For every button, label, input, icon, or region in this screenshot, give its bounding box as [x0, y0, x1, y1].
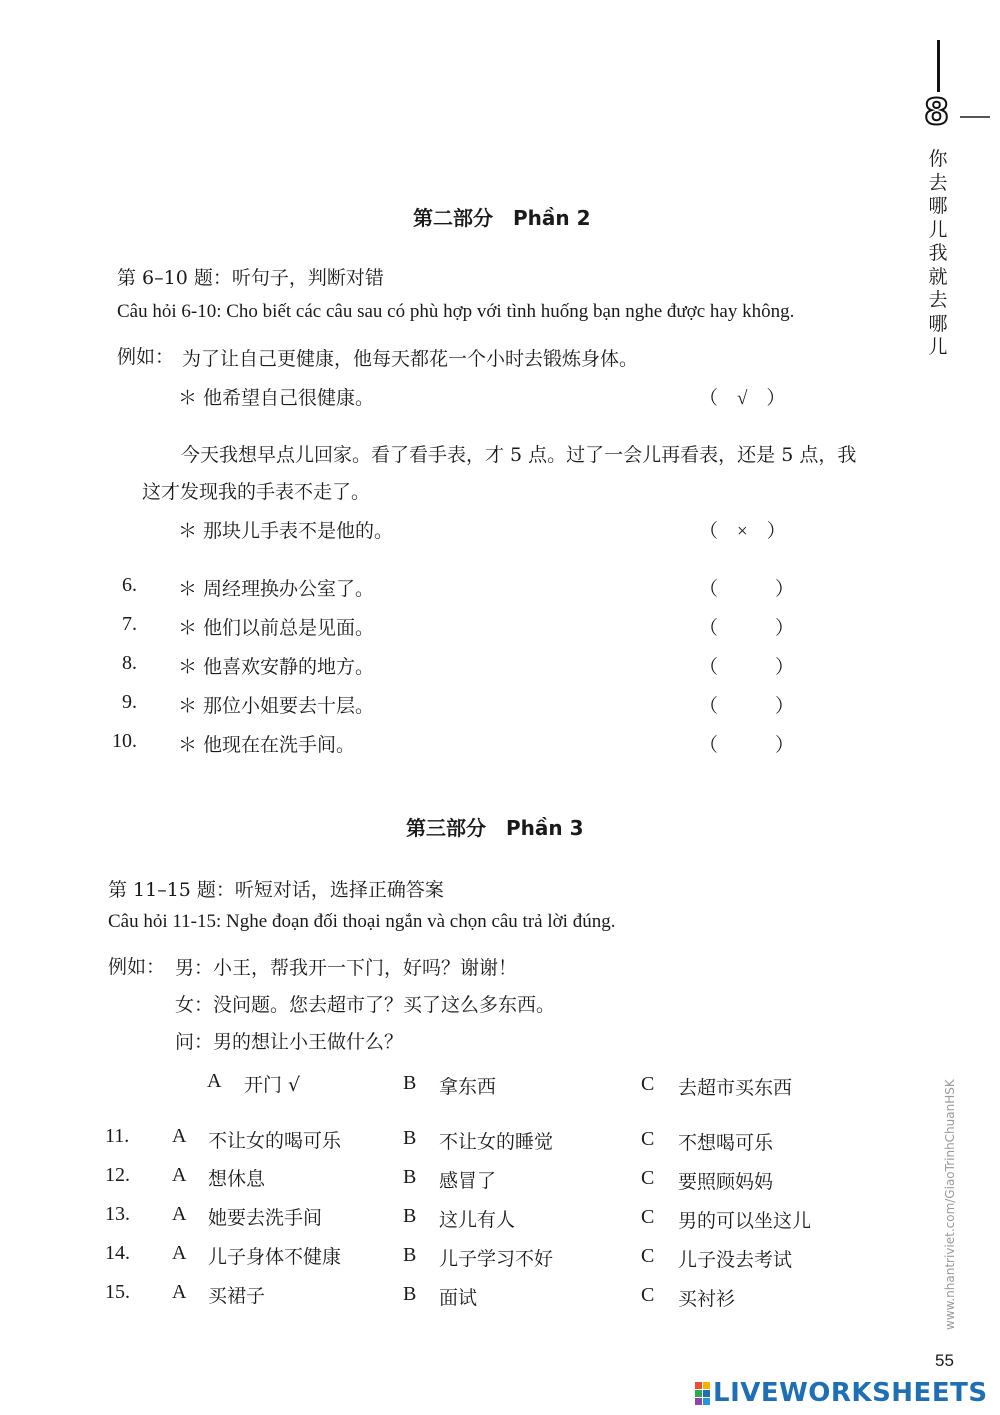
part2-heading: 第二部分 Phần 2: [413, 206, 591, 230]
answer-parentheses[interactable]: （ ）: [699, 696, 795, 717]
part3-instruction-vn: Câu hỏi 11-15: Nghe đoạn đối thoại ngắn và chọn câu trả lời đúng.: [108, 911, 616, 932]
option-letter[interactable]: A: [172, 1203, 187, 1225]
option-letter[interactable]: A: [172, 1242, 187, 1264]
answer-parentheses[interactable]: （ ）: [699, 657, 795, 678]
question-number: 13.: [105, 1203, 130, 1225]
part3-heading: 第三部分 Phần 3: [406, 816, 584, 840]
option-a-text[interactable]: 买裙子: [208, 1285, 266, 1307]
logo-text: LIVEWORKSHEETS: [713, 1378, 988, 1408]
question-number: 12.: [105, 1164, 130, 1186]
part2-example1-answer: （ √ ）: [699, 388, 786, 409]
answer-parentheses[interactable]: （ ）: [699, 579, 795, 600]
question-number: 6.: [122, 574, 137, 596]
option-letter[interactable]: C: [641, 1167, 655, 1189]
question-number: 8.: [122, 652, 137, 674]
option-letter: C: [641, 1073, 655, 1095]
answer-parentheses[interactable]: （ ）: [699, 618, 795, 639]
logo-block: [703, 1398, 710, 1405]
option-c-text[interactable]: 要照顾妈妈: [678, 1171, 774, 1193]
option-letter: B: [403, 1072, 417, 1094]
question-number: 7.: [122, 613, 137, 635]
part2-example2-statement: ＊ 那块儿手表不是他的。: [178, 520, 394, 542]
option-b-text[interactable]: 儿子学习不好: [439, 1248, 554, 1270]
option-a-text[interactable]: 想休息: [208, 1168, 266, 1190]
question-number: 15.: [105, 1281, 130, 1303]
option-letter[interactable]: A: [172, 1164, 187, 1186]
part3-example-label: 例如：: [108, 956, 166, 978]
part2-example2-answer: （ × ）: [699, 521, 786, 542]
part2-instruction-cn: 第 6–10 题：听句子，判断对错: [117, 267, 384, 289]
logo-mark-icon: [695, 1382, 709, 1404]
part3-instruction-cn: 第 11–15 题：听短对话，选择正确答案: [108, 879, 444, 901]
option-b-text[interactable]: 不让女的睡觉: [439, 1131, 554, 1153]
part2-example1-text: 为了让自己更健康，他每天都花一个小时去锻炼身体。: [182, 348, 639, 370]
logo-block: [703, 1390, 710, 1397]
watermark-url: www.nhantriviet.com/GiaoTrinhChuanHSK: [943, 1079, 957, 1330]
option-letter[interactable]: C: [641, 1128, 655, 1150]
logo-block: [703, 1382, 710, 1389]
question-statement: ＊ 他喜欢安静的地方。: [178, 656, 375, 678]
dialog-man: 男：小王，帮我开一下门，好吗？谢谢！: [175, 957, 518, 979]
question-number: 14.: [105, 1242, 130, 1264]
question-number: 10.: [112, 730, 137, 752]
chapter-bar: [937, 40, 940, 92]
part2-example2-line2: 这才发现我的手表不走了。: [142, 481, 371, 503]
question-statement: ＊ 他们以前总是见面。: [178, 617, 375, 639]
part2-example2-line1: 今天我想早点儿回家。看了看手表，才 5 点。过了一会儿再看表，还是 5 点，我: [181, 444, 857, 466]
option-letter[interactable]: C: [641, 1206, 655, 1228]
option-letter[interactable]: C: [641, 1284, 655, 1306]
chapter-dash: [960, 116, 990, 118]
option-c-text[interactable]: 儿子没去考试: [678, 1249, 793, 1271]
example-option-c: 去超市买东西: [678, 1077, 793, 1099]
page-number: 55: [935, 1351, 954, 1370]
option-c-text[interactable]: 不想喝可乐: [678, 1132, 774, 1154]
option-a-text[interactable]: 儿子身体不健康: [208, 1246, 342, 1268]
option-letter[interactable]: C: [641, 1245, 655, 1267]
option-a-text[interactable]: 不让女的喝可乐: [208, 1130, 342, 1152]
option-letter[interactable]: B: [403, 1244, 417, 1266]
option-a-text[interactable]: 她要去洗手间: [208, 1207, 323, 1229]
option-letter[interactable]: B: [403, 1166, 417, 1188]
part2-example-label: 例如：: [117, 346, 175, 368]
answer-parentheses[interactable]: （ ）: [699, 735, 795, 756]
example-option-b: 拿东西: [439, 1076, 497, 1098]
option-letter[interactable]: B: [403, 1127, 417, 1149]
liveworksheets-logo[interactable]: [695, 1378, 988, 1408]
logo-block: [695, 1382, 702, 1389]
option-letter[interactable]: A: [172, 1125, 187, 1147]
logo-block: [695, 1398, 702, 1405]
question-number: 9.: [122, 691, 137, 713]
dialog-question: 问：男的想让小王做什么？: [175, 1031, 404, 1053]
option-b-text[interactable]: 感冒了: [439, 1170, 497, 1192]
option-letter: A: [207, 1070, 222, 1092]
part2-example1-statement: ＊ 他希望自己很健康。: [178, 387, 375, 409]
option-b-text[interactable]: 面试: [439, 1287, 478, 1309]
question-statement: ＊ 他现在在洗手间。: [178, 734, 356, 756]
option-letter[interactable]: B: [403, 1283, 417, 1305]
option-letter[interactable]: B: [403, 1205, 417, 1227]
question-statement: ＊ 周经理换办公室了。: [178, 578, 375, 600]
question-statement: ＊ 那位小姐要去十层。: [178, 695, 375, 717]
chapter-title: 你去哪儿我就去哪儿: [928, 148, 948, 358]
part2-instruction-vn: Câu hỏi 6-10: Cho biết các câu sau có phù hợp với tình huống bạn nghe được hay không.: [117, 301, 795, 322]
option-b-text[interactable]: 这儿有人: [439, 1209, 516, 1231]
logo-block: [695, 1390, 702, 1397]
option-letter[interactable]: A: [172, 1281, 187, 1303]
example-option-a: 开门 √: [244, 1074, 301, 1096]
dialog-woman: 女：没问题。您去超市了？买了这么多东西。: [175, 994, 556, 1016]
option-c-text[interactable]: 男的可以坐这儿: [678, 1210, 812, 1232]
question-number: 11.: [105, 1125, 130, 1147]
option-c-text[interactable]: 买衬衫: [678, 1288, 736, 1310]
chapter-number: 8: [924, 92, 950, 133]
